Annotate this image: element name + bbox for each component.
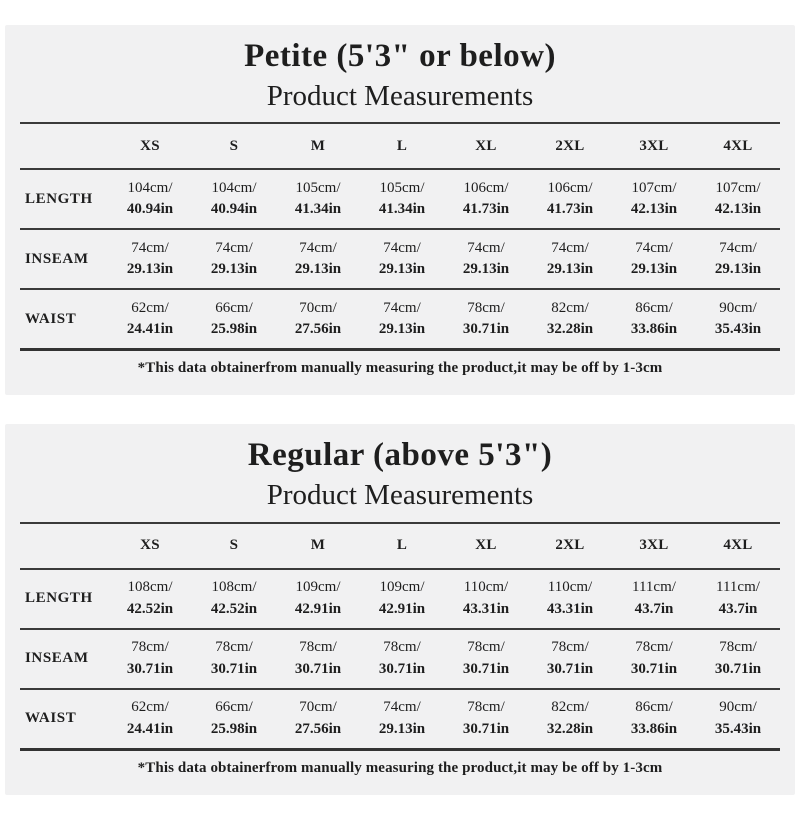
in-value: 41.73in xyxy=(462,201,510,218)
in-value: 43.7in xyxy=(718,600,758,617)
row-label: LENGTH xyxy=(20,569,108,629)
in-value: 29.13in xyxy=(546,261,594,278)
cm-value: 90cm/ xyxy=(719,299,757,316)
measurement-cell xyxy=(528,289,612,350)
cm-value: 74cm/ xyxy=(635,239,673,256)
measurement-cell xyxy=(192,689,276,750)
cm-value: 78cm/ xyxy=(131,639,169,656)
size-header-l: L xyxy=(360,523,444,569)
cm-value: 74cm/ xyxy=(383,299,421,316)
in-value: 29.13in xyxy=(210,261,258,278)
cm-value: 106cm/ xyxy=(463,179,509,196)
in-value: 30.71in xyxy=(546,660,594,677)
cm-value: 62cm/ xyxy=(131,699,169,716)
in-value: 24.41in xyxy=(126,321,174,338)
size-header-xs: XS xyxy=(108,523,192,569)
cm-value: 78cm/ xyxy=(467,699,505,716)
measurement-cell xyxy=(444,689,528,750)
measurements-table xyxy=(20,122,780,351)
size-header-2xl: 2XL xyxy=(528,123,612,169)
in-value: 42.52in xyxy=(126,600,174,617)
in-value: 30.71in xyxy=(630,660,678,677)
cm-value: 74cm/ xyxy=(299,239,337,256)
in-value: 29.13in xyxy=(714,261,762,278)
measurement-cell xyxy=(276,569,360,629)
cm-value: 86cm/ xyxy=(635,699,673,716)
measurement-cell xyxy=(696,229,780,289)
cm-value: 82cm/ xyxy=(551,699,589,716)
cm-value: 78cm/ xyxy=(551,639,589,656)
row-label: WAIST xyxy=(20,289,108,350)
cm-value: 78cm/ xyxy=(467,639,505,656)
in-value: 29.13in xyxy=(378,720,426,737)
cm-value: 86cm/ xyxy=(635,299,673,316)
cm-value: 70cm/ xyxy=(299,699,337,716)
table-row-length xyxy=(20,569,780,629)
in-value: 42.13in xyxy=(714,201,762,218)
measurement-cell xyxy=(276,169,360,229)
in-value: 43.31in xyxy=(546,600,594,617)
measurement-cell xyxy=(108,629,192,689)
in-value: 30.71in xyxy=(378,660,426,677)
cm-value: 111cm/ xyxy=(716,579,760,596)
cm-value: 66cm/ xyxy=(215,299,253,316)
cm-value: 108cm/ xyxy=(211,579,257,596)
size-header-m: M xyxy=(276,123,360,169)
in-value: 32.28in xyxy=(546,720,594,737)
measurement-cell xyxy=(612,569,696,629)
measurement-cell xyxy=(612,229,696,289)
cm-value: 105cm/ xyxy=(295,179,341,196)
table-row-length xyxy=(20,169,780,229)
measurement-cell xyxy=(360,289,444,350)
measurement-cell xyxy=(528,569,612,629)
in-value: 40.94in xyxy=(126,201,174,218)
cm-value: 109cm/ xyxy=(379,579,425,596)
in-value: 41.34in xyxy=(294,201,342,218)
size-header-3xl: 3XL xyxy=(612,523,696,569)
measurement-cell xyxy=(108,569,192,629)
footnote: *This data obtainerfrom manually measuring the product,it may be off by 1-3cm xyxy=(137,759,663,776)
cm-value: 104cm/ xyxy=(127,179,173,196)
in-value: 29.13in xyxy=(378,321,426,338)
size-header-4xl: 4XL xyxy=(696,523,780,569)
cm-value: 74cm/ xyxy=(467,239,505,256)
measurement-cell xyxy=(360,229,444,289)
measurement-cell xyxy=(612,689,696,750)
size-chart-page xyxy=(0,25,800,825)
row-label: INSEAM xyxy=(20,229,108,289)
size-header-3xl: 3XL xyxy=(612,123,696,169)
table-row-waist xyxy=(20,689,780,750)
cm-value: 104cm/ xyxy=(211,179,257,196)
measurement-cell xyxy=(444,569,528,629)
corner-cell xyxy=(20,123,108,169)
in-value: 29.13in xyxy=(630,261,678,278)
in-value: 32.28in xyxy=(546,321,594,338)
in-value: 25.98in xyxy=(210,720,258,737)
cm-value: 78cm/ xyxy=(299,639,337,656)
in-value: 43.31in xyxy=(462,600,510,617)
cm-value: 74cm/ xyxy=(131,239,169,256)
row-label: LENGTH xyxy=(20,169,108,229)
in-value: 29.13in xyxy=(294,261,342,278)
measurement-cell xyxy=(360,629,444,689)
cm-value: 110cm/ xyxy=(547,579,593,596)
in-value: 29.13in xyxy=(378,261,426,278)
cm-value: 66cm/ xyxy=(215,699,253,716)
cm-value: 74cm/ xyxy=(215,239,253,256)
cm-value: 70cm/ xyxy=(299,299,337,316)
footnote: *This data obtainerfrom manually measuring the product,it may be off by 1-3cm xyxy=(137,360,663,377)
in-value: 30.71in xyxy=(210,660,258,677)
section-subtitle: Product Measurements xyxy=(266,79,534,112)
measurement-cell xyxy=(192,289,276,350)
in-value: 25.98in xyxy=(210,321,258,338)
in-value: 29.13in xyxy=(126,261,174,278)
in-value: 41.34in xyxy=(378,201,426,218)
measurement-cell xyxy=(528,229,612,289)
cm-value: 111cm/ xyxy=(632,579,676,596)
in-value: 24.41in xyxy=(126,720,174,737)
measurement-cell xyxy=(696,569,780,629)
in-value: 30.71in xyxy=(462,321,510,338)
measurement-cell xyxy=(192,169,276,229)
in-value: 41.73in xyxy=(546,201,594,218)
cm-value: 74cm/ xyxy=(551,239,589,256)
size-header-4xl: 4XL xyxy=(696,123,780,169)
size-header-row xyxy=(20,123,780,169)
in-value: 33.86in xyxy=(630,720,678,737)
size-header-row xyxy=(20,523,780,569)
measurement-cell xyxy=(108,169,192,229)
measurement-cell xyxy=(108,289,192,350)
size-header-l: L xyxy=(360,123,444,169)
in-value: 27.56in xyxy=(294,321,342,338)
measurement-cell xyxy=(108,689,192,750)
cm-value: 74cm/ xyxy=(383,239,421,256)
size-header-s: S xyxy=(192,123,276,169)
size-header-xl: XL xyxy=(444,523,528,569)
measurement-cell xyxy=(612,289,696,350)
section-subtitle: Product Measurements xyxy=(266,478,534,511)
measurement-cell xyxy=(696,689,780,750)
table-row-inseam xyxy=(20,629,780,689)
measurement-cell xyxy=(528,629,612,689)
cm-value: 107cm/ xyxy=(631,179,677,196)
measurements-table xyxy=(20,522,780,751)
cm-value: 110cm/ xyxy=(463,579,509,596)
in-value: 35.43in xyxy=(714,720,762,737)
in-value: 30.71in xyxy=(462,720,510,737)
petite-section xyxy=(5,25,795,395)
measurement-cell xyxy=(444,229,528,289)
measurement-cell xyxy=(444,289,528,350)
measurement-cell xyxy=(276,629,360,689)
in-value: 35.43in xyxy=(714,321,762,338)
regular-section xyxy=(5,424,795,794)
measurement-cell xyxy=(528,169,612,229)
size-header-m: M xyxy=(276,523,360,569)
cm-value: 105cm/ xyxy=(379,179,425,196)
cm-value: 78cm/ xyxy=(635,639,673,656)
measurement-cell xyxy=(360,569,444,629)
measurement-cell xyxy=(360,689,444,750)
in-value: 42.91in xyxy=(294,600,342,617)
in-value: 27.56in xyxy=(294,720,342,737)
in-value: 30.71in xyxy=(462,660,510,677)
in-value: 43.7in xyxy=(634,600,674,617)
cm-value: 78cm/ xyxy=(719,639,757,656)
cm-value: 82cm/ xyxy=(551,299,589,316)
cm-value: 78cm/ xyxy=(467,299,505,316)
measurement-cell xyxy=(192,229,276,289)
table-row-inseam xyxy=(20,229,780,289)
cm-value: 108cm/ xyxy=(127,579,173,596)
section-title: Petite (5'3" or below) xyxy=(244,38,556,74)
cm-value: 90cm/ xyxy=(719,699,757,716)
row-label: INSEAM xyxy=(20,629,108,689)
size-header-2xl: 2XL xyxy=(528,523,612,569)
measurement-cell xyxy=(528,689,612,750)
measurement-cell xyxy=(696,629,780,689)
cm-value: 78cm/ xyxy=(215,639,253,656)
in-value: 42.52in xyxy=(210,600,258,617)
measurement-cell xyxy=(276,229,360,289)
cm-value: 106cm/ xyxy=(547,179,593,196)
cm-value: 109cm/ xyxy=(295,579,341,596)
cm-value: 62cm/ xyxy=(131,299,169,316)
cm-value: 74cm/ xyxy=(719,239,757,256)
measurement-cell xyxy=(276,689,360,750)
measurement-cell xyxy=(696,289,780,350)
in-value: 33.86in xyxy=(630,321,678,338)
measurement-cell xyxy=(360,169,444,229)
measurement-cell xyxy=(192,569,276,629)
size-header-xl: XL xyxy=(444,123,528,169)
measurement-cell xyxy=(444,169,528,229)
in-value: 30.71in xyxy=(714,660,762,677)
size-header-xs: XS xyxy=(108,123,192,169)
measurement-cell xyxy=(444,629,528,689)
measurement-cell xyxy=(612,629,696,689)
cm-value: 74cm/ xyxy=(383,699,421,716)
in-value: 30.71in xyxy=(126,660,174,677)
row-label: WAIST xyxy=(20,689,108,750)
measurement-cell xyxy=(696,169,780,229)
measurement-cell xyxy=(276,289,360,350)
cm-value: 78cm/ xyxy=(383,639,421,656)
corner-cell xyxy=(20,523,108,569)
in-value: 30.71in xyxy=(294,660,342,677)
table-row-waist xyxy=(20,289,780,350)
measurement-cell xyxy=(192,629,276,689)
size-header-s: S xyxy=(192,523,276,569)
cm-value: 107cm/ xyxy=(715,179,761,196)
section-title: Regular (above 5'3") xyxy=(247,437,553,474)
measurement-cell xyxy=(108,229,192,289)
in-value: 40.94in xyxy=(210,201,258,218)
in-value: 42.13in xyxy=(630,201,678,218)
in-value: 29.13in xyxy=(462,261,510,278)
measurement-cell xyxy=(612,169,696,229)
in-value: 42.91in xyxy=(378,600,426,617)
